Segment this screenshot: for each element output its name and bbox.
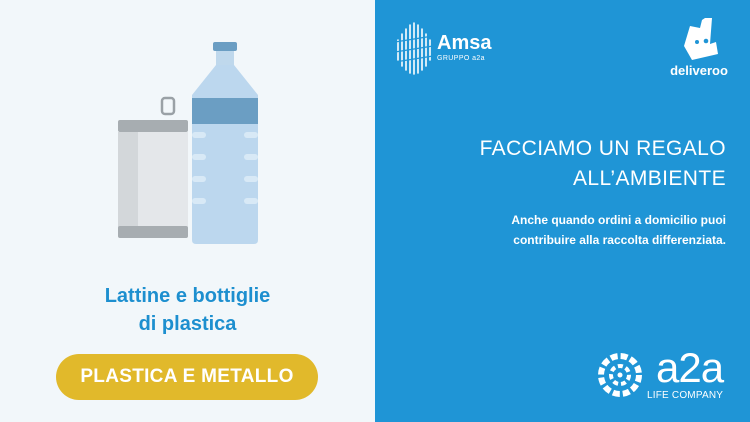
amsa-wordmark: [437, 32, 491, 64]
caption-line-1: Lattine e bottiglie: [104, 285, 271, 307]
amsa-logo-icon: [395, 20, 433, 76]
can-and-bottle-illustration: [110, 40, 270, 250]
waste-caption: [0, 282, 375, 338]
deliveroo-kangaroo-icon: [676, 16, 722, 60]
a2a-tagline: LIFE COMPANY: [647, 390, 724, 401]
aluminum-can-icon: [118, 98, 188, 238]
body-text: [511, 210, 726, 250]
plastic-bottle-icon: [192, 42, 258, 244]
headline-line-2: ALL’AMBIENTE: [572, 167, 726, 190]
a2a-logo-icon: [597, 352, 643, 398]
headline: [480, 134, 726, 194]
body-line-2: contribuire alla raccolta differenziata.: [513, 233, 726, 247]
a2a-wordmark: [647, 344, 724, 402]
deliveroo-logo: [661, 16, 737, 78]
a2a-name: a2a: [656, 344, 724, 391]
right-panel: [375, 0, 750, 422]
amsa-name: Amsa: [437, 32, 492, 54]
a2a-logo: [597, 344, 724, 402]
plastica-metallo-button[interactable]: PLASTICA E METALLO: [56, 354, 318, 400]
body-line-1: Anche quando ordini a domicilio puoi: [511, 213, 726, 227]
deliveroo-name: deliveroo: [670, 63, 728, 78]
amsa-group-label: GRUPPO a2a: [437, 55, 485, 62]
amsa-logo: [395, 20, 491, 76]
headline-line-1: FACCIAMO UN REGALO: [479, 137, 726, 160]
caption-line-2: di plastica: [138, 313, 237, 335]
